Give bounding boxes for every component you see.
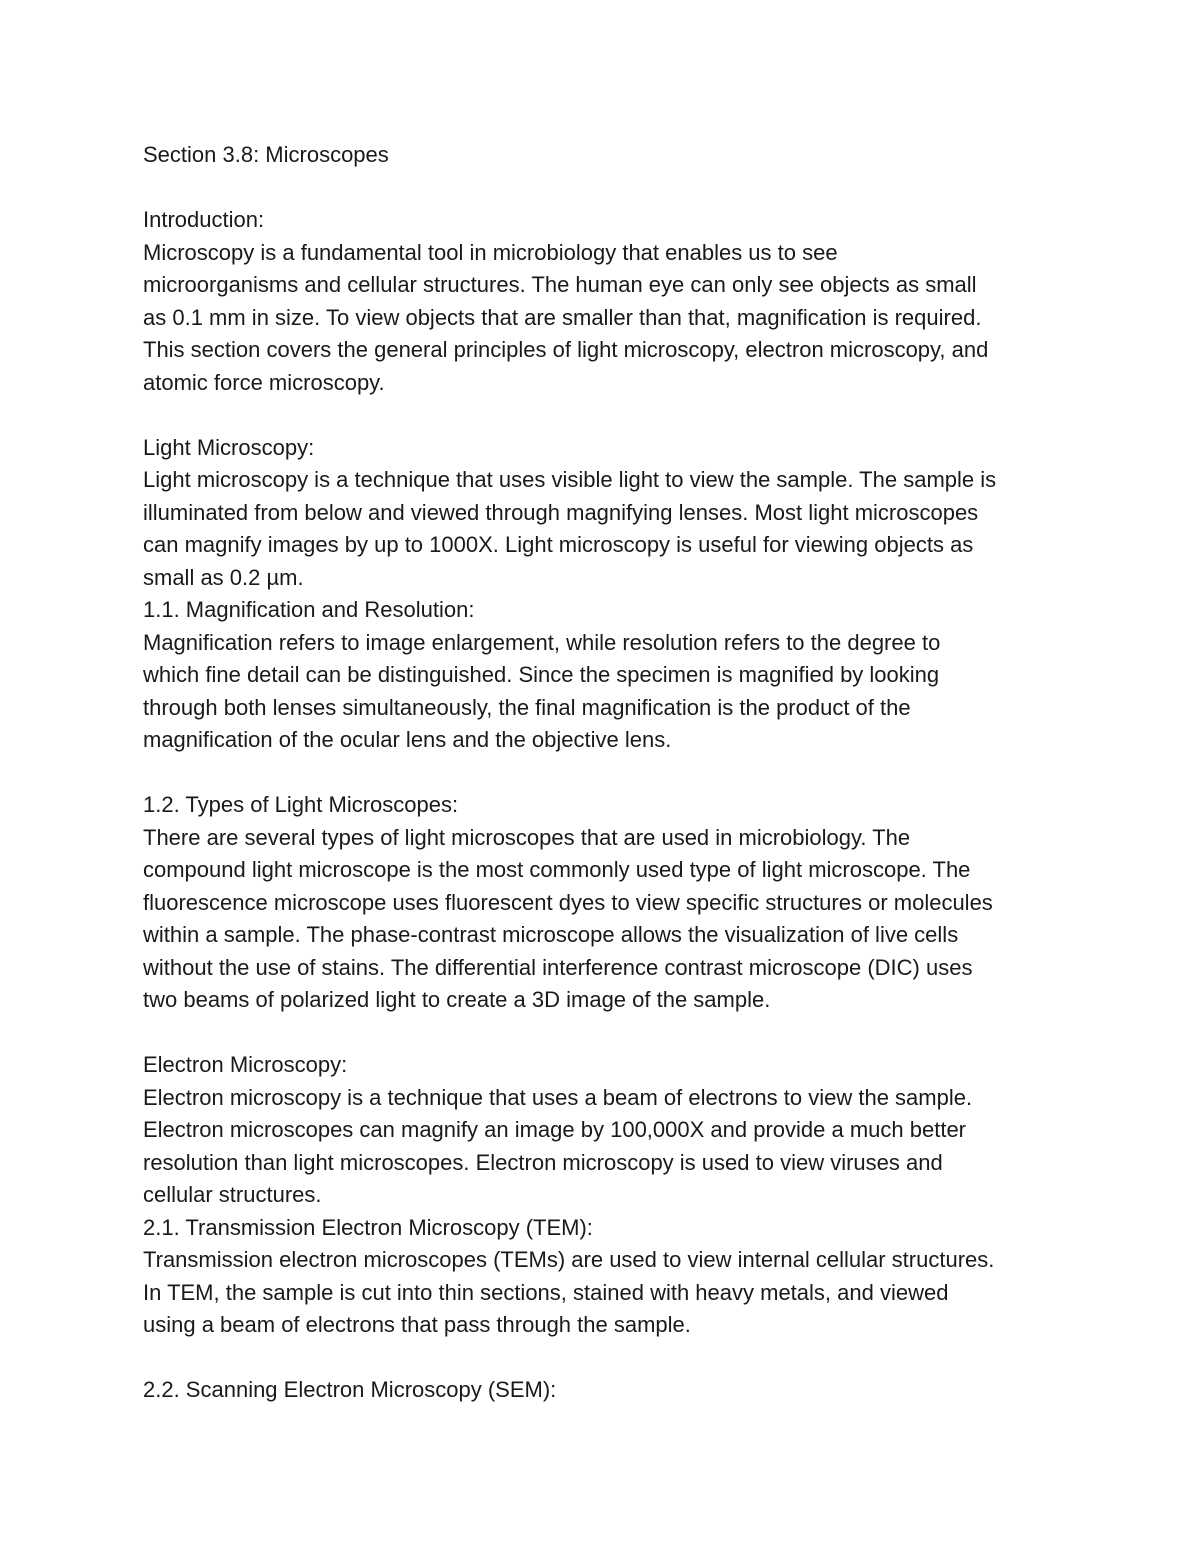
types-line: two beams of polarized light to create a 3D image of the sample. [143,987,771,1012]
tem-line: Transmission electron microscopes (TEMs) are used to view internal cellular structures. [143,1247,995,1272]
magnification-line: Magnification refers to image enlargement, while resolution refers to the degree to [143,629,941,655]
types-line: compound light microscope is the most commonly used type of light microscope. The [143,857,971,882]
electron-line: Electron microscopy is a technique that uses a beam of electrons to view the sample. [143,1084,973,1110]
tem-line: In TEM, the sample is cut into thin sections, stained with heavy metals, and viewed [143,1279,949,1305]
types-line: There are several types of light microscopes that are used in microbiology. The [143,824,911,850]
blank-line [143,172,1068,205]
magnification-line: magnification of the ocular lens and the objective lens. [143,727,672,752]
electron-line: Electron microscopes can magnify an image by 100,000X and provide a much better [143,1117,967,1142]
intro-line: Microscopy is a fundamental tool in microbiology that enables us to see [143,239,838,265]
document-body [143,139,1068,1407]
magnification-line: which fine detail can be distinguished. Since the specimen is magnified by looking [143,662,940,687]
light-line: illuminated from below and viewed through magnifying lenses. Most light microscopes [143,499,979,525]
types-line: fluorescence microscope uses fluorescent dyes to view specific structures or molecules [143,889,993,915]
electron-line: resolution than light microscopes. Electron microscopy is used to view viruses and [143,1149,943,1175]
intro-line: microorganisms and cellular structures. The human eye can only see objects as small [143,272,977,297]
electron-line: cellular structures. [143,1182,322,1207]
light-line: Light microscopy is a technique that uses visible light to view the sample. The sample is [143,467,997,492]
blank-line [143,1342,1068,1375]
tem-line: using a beam of electrons that pass through the sample. [143,1312,691,1337]
magnification-heading: 1.1. Magnification and Resolution: [143,597,475,622]
blank-line [143,757,1068,790]
light-line: can magnify images by up to 1000X. Light microscopy is useful for viewing objects as [143,532,974,557]
blank-line [143,399,1068,432]
types-line: within a sample. The phase-contrast microscope allows the visualization of live cells [143,922,959,947]
tem-heading: 2.1. Transmission Electron Microscopy (TEM): [143,1214,593,1240]
blank-line [143,1017,1068,1050]
types-heading: 1.2. Types of Light Microscopes: [143,792,459,817]
light-line: small as 0.2 µm. [143,564,304,590]
types-line: without the use of stains. The differential interference contrast microscope (DIC) uses [143,954,973,980]
intro-line: This section covers the general principles of light microscopy, electron microscopy, and [143,337,989,362]
document-title: Section 3.8: Microscopes [143,142,389,167]
electron-microscopy-heading: Electron Microscopy: [143,1052,348,1077]
magnification-line: through both lenses simultaneously, the final magnification is the product of the [143,694,911,720]
sem-heading: 2.2. Scanning Electron Microscopy (SEM): [143,1377,557,1402]
intro-heading: Introduction: [143,207,265,232]
light-microscopy-heading: Light Microscopy: [143,434,315,460]
intro-line: atomic force microscopy. [143,369,385,395]
intro-line: as 0.1 mm in size. To view objects that are smaller than that, magnification is required. [143,304,982,330]
